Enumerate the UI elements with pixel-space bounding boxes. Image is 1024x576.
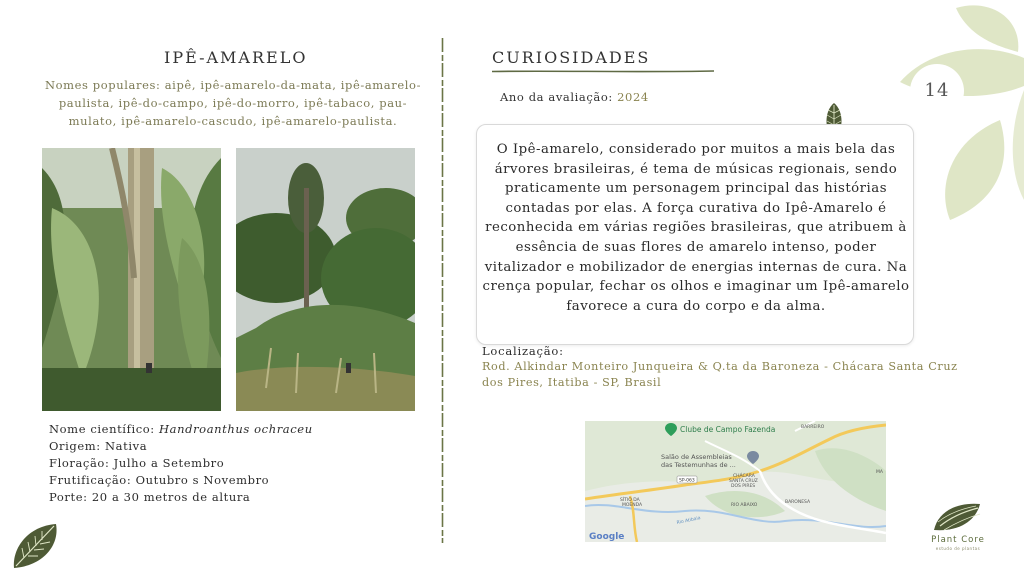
map-label-salao-1: Salão de Assembleias <box>661 453 732 461</box>
scientific-name-value: Handroanthus ochraceu <box>159 422 313 436</box>
evaluation-year <box>500 90 649 104</box>
location-label: Localização: <box>482 344 564 358</box>
evaluation-year-label: Ano da avaliação: <box>500 90 618 104</box>
map-label-road: SP-063 <box>679 478 695 484</box>
map-label-chacara-2: SANTA CRUZ <box>729 479 758 484</box>
map-label-chacara-3: DOS PIRES <box>731 484 756 489</box>
map-label-edge: MA <box>876 470 883 475</box>
map-label-chacara-1: CHÁCARA <box>733 474 755 479</box>
curiosities-title: CURIOSIDADES <box>492 48 651 67</box>
map-label-club: Clube de Campo Fazenda <box>680 425 776 434</box>
map-label-river: Rio Atibaia <box>676 516 702 526</box>
popular-names: Nomes populares: aipê, ipê-amarelo-da-mata, ipê-amarelo-paulista, ipê-do-campo, ipê-do-morro, ipê-tabaco, pau-mulato, ipê-amarelo-cascudo, ipê-amarelo-paulista. <box>44 78 422 128</box>
curiosities-text: O Ipê-amarelo, considerado por muitos a mais bela das árvores brasileiras, é tema de músicas regionais, sendo praticamente um personagem principal das histórias contadas por elas. A força curativa do Ipê-Amarelo é reconhecida em várias regiões brasileiras, que atribuem à essência de suas flores de amarelo intenso, poder vitalizador e mobilizador de energias internas de cura. Na crença popular, fechar os olhos e imaginar um Ipê-amarelo favorece a cura do corpo e da alma. <box>482 142 910 314</box>
google-logo: Google <box>589 532 625 542</box>
map-label-sitio-2: MOENDA <box>622 503 643 508</box>
map-label-salao-2: das Testemunhas de ... <box>661 461 736 469</box>
leaf-icon <box>10 520 62 572</box>
origin: Origem: Nativa <box>49 439 148 453</box>
logo-subtitle: estudo de plantas <box>935 546 981 551</box>
evaluation-year-value: 2024 <box>617 90 649 104</box>
map-label-rio-abaixo: RIO ABAIXO <box>731 503 758 508</box>
plant-core-logo-icon <box>930 500 986 536</box>
page-number: 14 <box>910 64 964 118</box>
map-label-barreiro: BARREIRO <box>801 425 825 430</box>
fruiting: Frutificação: Outubro s Novembro <box>49 473 270 487</box>
map-label-baronesa: BARONESA <box>785 500 811 505</box>
size: Porte: 20 a 30 metros de altura <box>49 490 251 504</box>
logo-name: Plant Core <box>931 535 985 545</box>
map-label-sitio-1: SÍTIO DA <box>620 498 640 503</box>
plant-title: IPÊ-AMARELO <box>164 48 308 67</box>
plant-facts <box>49 421 313 506</box>
plant-photo-tree <box>236 148 415 411</box>
plant-photo-trunk <box>42 148 221 411</box>
scientific-name-label: Nome científico: <box>49 422 160 436</box>
title-underline <box>492 69 714 74</box>
location-map[interactable] <box>585 421 886 542</box>
location-address: Rod. Alkindar Monteiro Junqueira & Q.ta da Baroneza - Chácara Santa Cruz dos Pires, Itatiba - SP, Brasil <box>482 360 958 389</box>
column-divider <box>441 38 444 543</box>
scientific-name <box>49 421 313 438</box>
flowering: Floração: Julho a Setembro <box>49 456 225 470</box>
